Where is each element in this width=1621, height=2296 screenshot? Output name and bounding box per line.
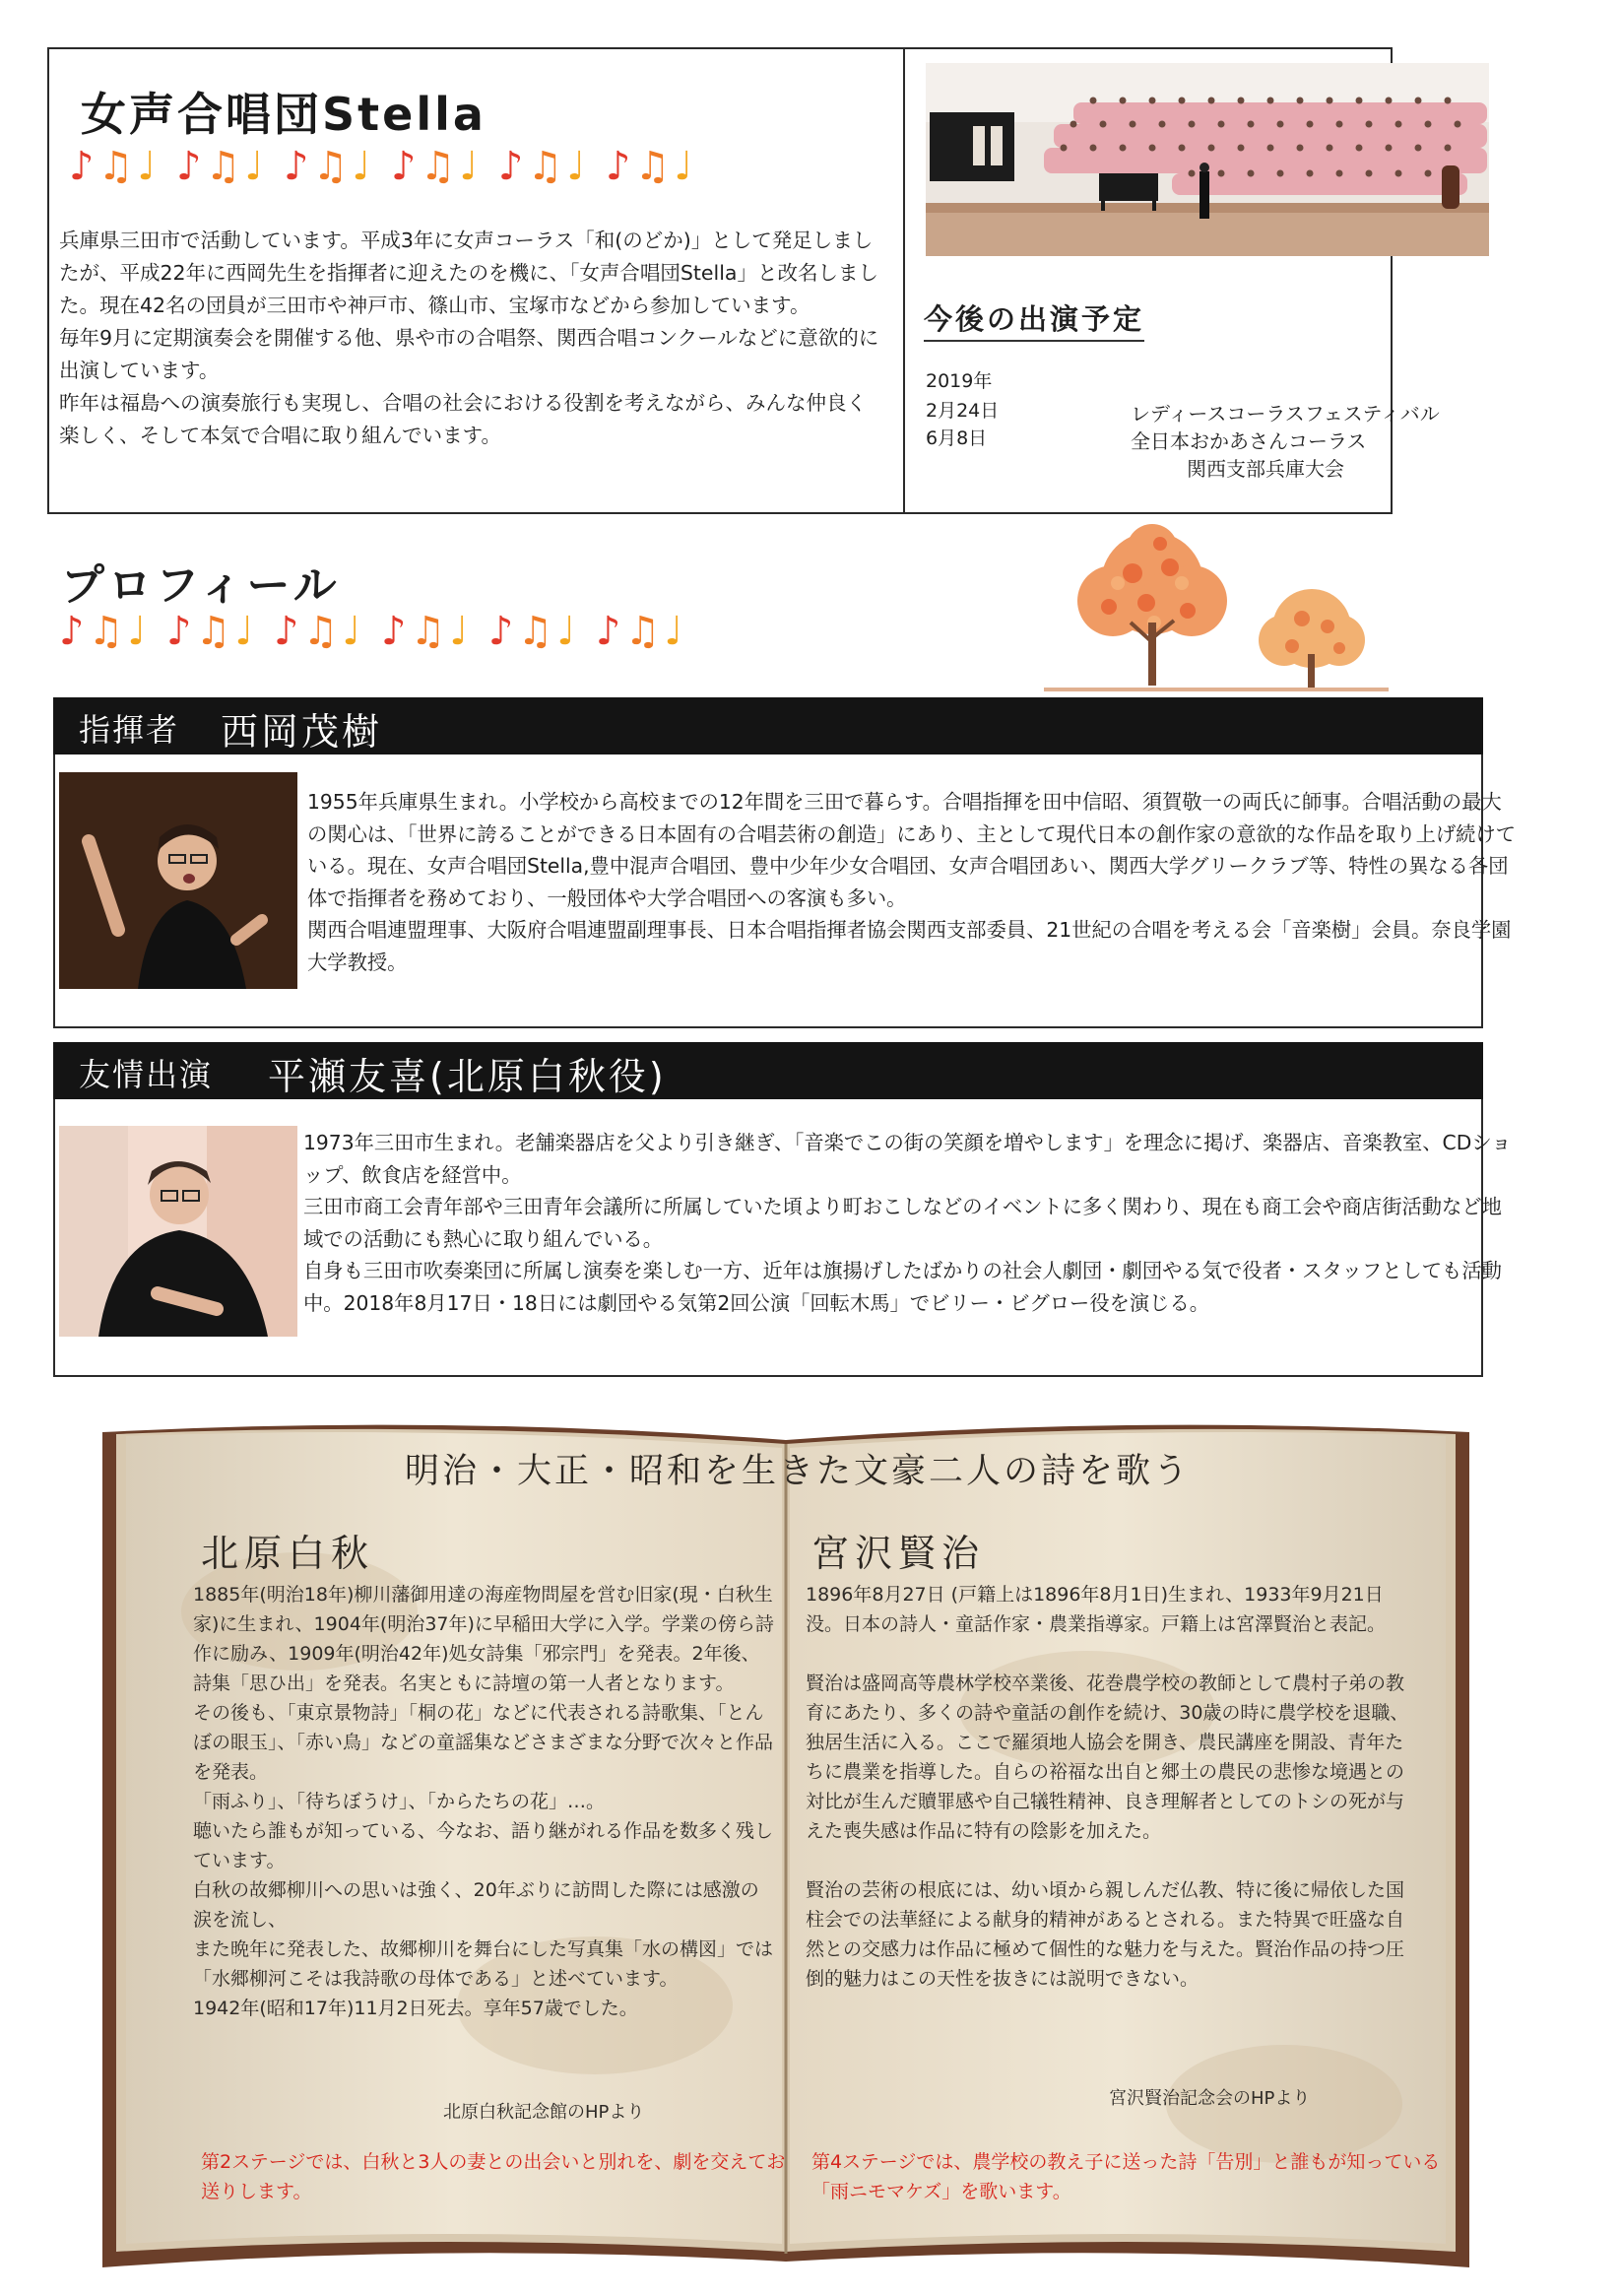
autumn-trees-illustration bbox=[1044, 524, 1389, 693]
schedule-date: 6月8日 bbox=[926, 427, 988, 449]
schedule-year: 2019年 bbox=[926, 370, 993, 392]
guest-role: 友情出演 bbox=[79, 1056, 214, 1093]
poet2-source: 宮沢賢治記念会のHPより bbox=[1109, 2088, 1311, 2109]
profile-title: プロフィール bbox=[61, 560, 341, 611]
poet1-name: 北原白秋 bbox=[201, 1532, 375, 1575]
conductor-header-bar bbox=[53, 697, 1483, 754]
poet2-name: 宮沢賢治 bbox=[811, 1532, 986, 1575]
guest-name: 平瀬友喜(北原白秋役) bbox=[268, 1055, 667, 1098]
guest-header-bar bbox=[53, 1042, 1483, 1099]
box-divider bbox=[903, 47, 905, 514]
conductor-bio: 1955年兵庫県生まれ。小学校から高校までの12年間を三田で暮らす。合唱指揮を田中信昭、須賀敬一の両氏に師事。合唱活動の最大の関心は、「世界に誇ることができる日本固有の合唱芸術の創造」にあり、主として現代日本の創作家の意欲的な作品を取り上げ続けている。現在、女声合唱団Stella,豊中混声合唱団、豊中少年少女合唱団、女声合唱団あい、関西大学グリークラブ等、特性の異なる各団体で指揮者を務めており、一般団体や大学合唱団への客演も多い。 関西合唱連盟理事、大阪府合唱連盟副理事長、日本合唱指揮者協会関西支部委員、21世紀の合唱を考える会「音楽樹」会員。奈良学園大学教授。 bbox=[307, 790, 1517, 974]
poet1-source: 北原白秋記念館のHPより bbox=[443, 2102, 645, 2123]
schedule-event: レディースコーラスフェスティバル bbox=[1131, 402, 1440, 426]
choir-intro-text: 兵庫県三田市で活動しています。平成3年に女声コーラス「和(のどか)」として発足しましたが、平成22年に西岡先生を指揮者に迎えたのを機に、「女声合唱団Stella」と改名しました。現在42名の団員が三田市や神戸市、篠山市、宝塚市などから参加しています。 毎年9月に定期演奏会を開催する他、県や市の合唱祭、関西合唱コンクールなどに意欲的に出演しています。 昨年は福島への演奏旅行も実現し、合唱の社会における役割を考えながら、みんな仲良く楽しく、そして本気で合唱に取り組んでいます。 bbox=[59, 229, 879, 447]
schedule-date: 2月24日 bbox=[926, 400, 1000, 422]
choir-title: 女声合唱団Stella bbox=[81, 88, 486, 141]
stage2-note: 第2ステージでは、白秋と3人の妻との出会いと別れを、劇を交えてお送りします。 bbox=[201, 2151, 786, 2202]
conductor-role: 指揮者 bbox=[79, 711, 180, 749]
choir-stage-photo bbox=[926, 63, 1489, 256]
schedule-event: 関西支部兵庫大会 bbox=[1187, 457, 1344, 481]
guest-bio: 1973年三田市生まれ。老舗楽器店を父より引き継ぎ、「音楽でこの街の笑顔を増やします」を理念に掲げ、楽器店、音楽教室、CDショップ、飲食店を経営中。 三田市商工会青年部や三田青年会議所に所属していた頃より町おこしなどのイベントに多く関わり、現在も商工会や商店街活動など地域での活動にも熱心に取り組んでいる。 自身も三田市吹奏楽団に所属し演奏を楽しむ一方、近年は旗揚げしたばかりの社会人劇団・劇団やる気で役者・スタッフとしても活動中。2018年8月17日・18日には劇団やる気第2回公演「回転木馬」でビリー・ビグロー役を演じる。 bbox=[303, 1131, 1512, 1315]
conductor-photo bbox=[59, 772, 297, 989]
music-notes-decoration: ♪♫♩ ♪♫♩ ♪♫♩ ♪♫♩ ♪♫♩ ♪♫♩ bbox=[59, 609, 687, 654]
poet1-biography: 1885年(明治18年)柳川藩御用達の海産物問屋を営む旧家(現・白秋生家)に生まれ、1904年(明治37年)に早稲田大学に入学。学業の傍ら詩作に励み、1909年(明治42年)処女詩集「邪宗門」を発表。2年後、詩集「思ひ出」を発表。名実ともに詩壇の第一人者となります。 その後も、「東京景物詩」「桐の花」などに代表される詩歌集、「とんぼの眼玉」、「赤い鳥」などの童謡集などさまざまな分野で次々と作品を発表。 「雨ふり」、「待ちぼうけ」、「からたちの花」…。 聴いたら誰もが知っている、今なお、語り継がれる作品を数多く残しています。 白秋の故郷柳川への思いは強く、20年ぶりに訪問した際には感激の涙を流し、 また晩年に発表した、故郷柳川を舞台にした写真集「水の構図」では「水郷柳河こそは我詩歌の母体である」と述べています。 1942年(昭和17年)11月2日死去。享年57歳でした。 bbox=[193, 1584, 774, 2019]
stage4-note: 第4ステージでは、農学校の教え子に送った詩「告別」と誰もが知っている「雨ニモマケズ」を歌います。 bbox=[811, 2151, 1441, 2202]
guest-photo bbox=[59, 1126, 297, 1337]
poet2-biography: 1896年8月27日 (戸籍上は1896年8月1日)生まれ、1933年9月21日没。日本の詩人・童話作家・農業指導家。戸籍上は宮澤賢治と表記。 賢治は盛岡高等農林学校卒業後、花巻農学校の教師として農村子弟の教育にあたり、多くの詩や童話の創作を続け、30歳の時に農学校を退職、独居生活に入る。ここで羅須地人協会を開き、農民講座を開設、青年たちに農業を指導した。自らの裕福な出自と郷土の農民の悲惨な境遇との対比が生んだ贖罪感や自己犠牲精神、良き理解者としてのトシの死が与えた喪失感は作品に特有の陰影を加えた。 賢治の芸術の根底には、幼い頃から親しんだ仏教、特に後に帰依した国柱会での法華経による献身的精神があるとされる。また特異で旺盛な自然との交感力は作品に極めて個性的な魅力を与えた。賢治作品の持つ圧倒的魅力はこの天性を抜きには説明できない。 bbox=[806, 1584, 1409, 1990]
music-notes-decoration: ♪♫♩ ♪♫♩ ♪♫♩ ♪♫♩ ♪♫♩ ♪♫♩ bbox=[69, 144, 697, 189]
schedule-event: 全日本おかあさんコーラス bbox=[1131, 429, 1367, 453]
conductor-name: 西岡茂樹 bbox=[221, 710, 383, 754]
schedule-title: 今後の出演予定 bbox=[924, 297, 1144, 342]
book-heading: 明治・大正・昭和を生きた文豪二人の詩を歌う bbox=[404, 1452, 1191, 1491]
